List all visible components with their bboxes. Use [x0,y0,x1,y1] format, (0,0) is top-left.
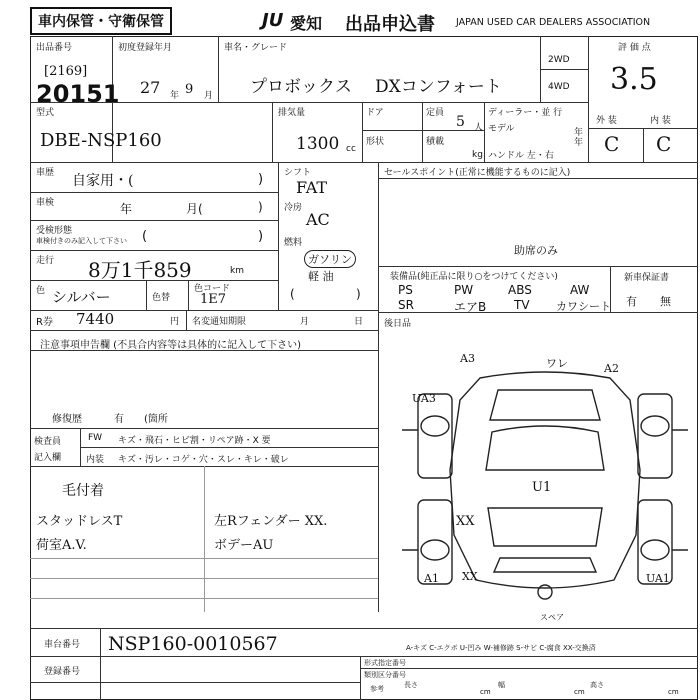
load-label: 積載 [426,137,445,147]
len-unit: cm [480,688,491,696]
ju-logo: JU [262,10,284,31]
divider [30,350,378,351]
dmg-a2: A2 [604,362,619,375]
spare-label: スペア [540,613,564,622]
warranty-label: 新車保証書 [624,273,670,283]
divider [422,102,423,162]
color-value: シルバー [52,288,111,306]
drive-4wd: 4WD [548,82,570,92]
record-label: 記入欄 [34,453,62,463]
kg-unit: kg [472,150,483,160]
divider [186,310,187,330]
usage-label: 車歴 [36,168,55,178]
displacement-label: 排気量 [278,108,306,118]
dmg-ua3: UA3 [412,392,436,405]
first-reg-month: 9 [185,82,194,97]
listing-number: 20151 [36,80,120,108]
note-fender: 左Rフェンダー XX. [214,514,328,529]
dmg-xx: XX [456,514,475,529]
first-reg-year: 27 [140,78,161,97]
opt-airbag: エアB [454,300,487,314]
dmg-ua1: UA1 [646,572,670,585]
divider [188,280,189,310]
fuel-other: ( [290,287,295,301]
fw-items: キズ・飛石・ヒビ割・リペア跡・X 要 [118,436,271,446]
dmg-u1: U1 [532,480,552,495]
door-label: ドア [366,108,384,118]
divider [278,162,279,310]
divider [540,69,588,70]
ac-value: AC [306,210,330,229]
inspector-label: 検査員 [34,437,62,447]
number-label: 出品番号 [36,43,73,53]
car-name: プロボックス [250,77,352,97]
insp-close: ) [258,200,263,214]
later-date-label: 後日品 [384,319,412,329]
divider [378,178,698,179]
color-code-value: 1E7 [200,292,227,307]
interior-items: キズ・汚レ・コゲ・穴・スレ・キレ・破レ [118,455,289,465]
fw-label: FW [88,433,103,443]
reg-label: 登録番号 [44,667,81,677]
inspection-label: 車検 [36,198,55,208]
divider [100,628,101,700]
divider [30,162,698,163]
usage-value: 自家用・( [72,173,134,189]
note-cargo: 荷室A.V. [36,538,87,553]
len-label: 長さ [404,681,418,689]
color-code-label: 色コード [194,284,231,294]
divider [30,628,698,629]
fuel-diesel: 軽 油 [308,270,334,283]
divider [484,102,485,162]
opt-tv: TV [514,298,530,312]
divider [30,220,278,221]
note-hair: 毛付着 [62,483,104,499]
recycle-label: R券 [36,317,53,328]
shift-value: FAT [296,178,328,197]
divider [30,192,278,193]
storage-title: 車内保管・守衛保管 [30,7,172,35]
sales-point-label: セールスポイント(正常に機能するものに記入) [384,168,571,178]
repair-label: 修復歴 [52,414,82,425]
divider [362,102,363,162]
tax-label: 名変通知期限 [192,317,247,327]
receive-note: 車検付きのみ記入して下さい [36,237,127,245]
dmg-wave: ワレ [546,357,568,370]
handle-label: ハンドル 左・右 [488,151,554,161]
modelyear-label: モデル [488,124,515,134]
interior-grade: C [656,132,672,156]
divider [362,130,484,131]
divider [30,428,378,429]
height-label: 高さ [590,681,604,689]
repair-value: 有 [114,414,124,425]
divider [30,250,278,251]
chassis-value: NSP160-0010567 [108,633,278,655]
divider [204,466,205,612]
note-body: ボデーAU [214,538,274,553]
class-label: 類別区分番号 [364,671,406,679]
chassis-label: 車台番号 [44,640,81,650]
bracket-number: [2169] [44,64,88,79]
options-note: 助席のみ [514,244,558,257]
color-label: 色 [36,286,46,296]
options-label: 装備品(純正品に限り○をつけてください) [390,272,558,282]
dmg-xx2: XX [462,570,478,583]
receive-label: 受検形態 [36,226,73,236]
association: JAPAN USED CAR DEALERS ASSOCIATION [456,17,651,28]
opt-cassette: カワシート [556,300,611,313]
note-studless: スタッドレスT [36,514,123,529]
exterior-grade: C [604,132,620,156]
opt-aw: AW [570,283,590,297]
dealer-label: ディーラー・並 行 [488,108,563,118]
mileage-label: 走行 [36,256,55,266]
width-label: 幅 [498,681,505,689]
insp-month: 月( [186,202,203,216]
name-grade-label: 車名・グレード [224,43,288,53]
height-unit: cm [668,688,679,696]
model-value: DBE-NSP160 [40,130,162,151]
doc-title: 出品申込書 [345,14,435,35]
divider [378,162,379,612]
shift-label: シフト [284,168,312,178]
tax-day: 日 [354,317,364,327]
divider [30,330,378,331]
year-unit: 年 [170,91,180,101]
ref-label: 参考 [370,685,384,693]
ac-label: 冷房 [284,203,303,213]
divider [643,128,644,162]
model-label: 型式 [36,108,55,118]
first-reg-label: 初度登録年月 [118,43,173,53]
insp-year: 年 [120,202,133,216]
receive-open: ( [142,229,148,244]
drive-2wd: 2WD [548,55,570,65]
divider [588,36,589,162]
month-unit: 月 [204,91,214,101]
person-unit: 人 [474,123,484,133]
opt-abs: ABS [508,283,532,297]
rating-label: 評 価 点 [618,43,651,53]
grade: DXコンフォート [375,77,502,97]
width-unit: cm [574,688,585,696]
fuel-other-close: ) [356,287,361,301]
shape-label: 形状 [366,137,385,147]
divider [30,656,698,657]
opt-sr: SR [398,298,414,312]
modelyear-unit-2: 年 [574,138,584,148]
divider [30,682,360,683]
color-change-label: 色替 [152,293,171,303]
interior-label: 内 装 [650,116,671,126]
divider [360,656,361,700]
usage-close: ) [258,172,264,187]
divider [146,280,147,310]
repair-place: (箇所 [144,414,168,425]
divider [378,266,698,267]
cc-unit: cc [346,144,356,154]
report-label: 注意事項申告欄 (不具合内容等は具体的に記入して下さい) [40,340,301,351]
dmg-a1: A1 [424,572,439,585]
km-unit: km [230,266,244,276]
divider [218,36,219,102]
capacity-label: 定員 [426,108,445,118]
receive-close: ) [258,229,264,244]
warranty-no: 無 [660,295,671,308]
divider [360,668,698,669]
divider [378,312,698,313]
damage-legend: A-キズ C-エクボ U-凹み W-補修跡 S-サビ C-腐食 XX-交換済 [406,644,596,652]
recycle-value: 7440 [76,310,115,328]
exterior-label: 外 装 [596,116,617,126]
tax-month: 月 [300,317,310,327]
yen-unit: 円 [170,317,180,327]
displacement-value: 1300 [296,134,340,154]
interior-notes-label: 内装 [86,455,105,465]
mileage-value: 8万1千859 [88,258,192,282]
rating-value: 3.5 [610,62,658,97]
divider [80,447,378,448]
modelyear-unit: 年 [574,128,584,138]
capacity-value: 5 [456,114,465,130]
warranty-yes: 有 [626,295,637,308]
opt-ps: PS [398,283,413,297]
brand-region: 愛知 [290,14,323,33]
form-label: 形式指定番号 [364,659,406,667]
fuel-gas: ガソリン [304,250,356,268]
opt-pw: PW [454,283,474,297]
divider [272,102,273,162]
fuel-label: 燃料 [284,238,303,248]
dmg-a3: A3 [460,352,475,365]
